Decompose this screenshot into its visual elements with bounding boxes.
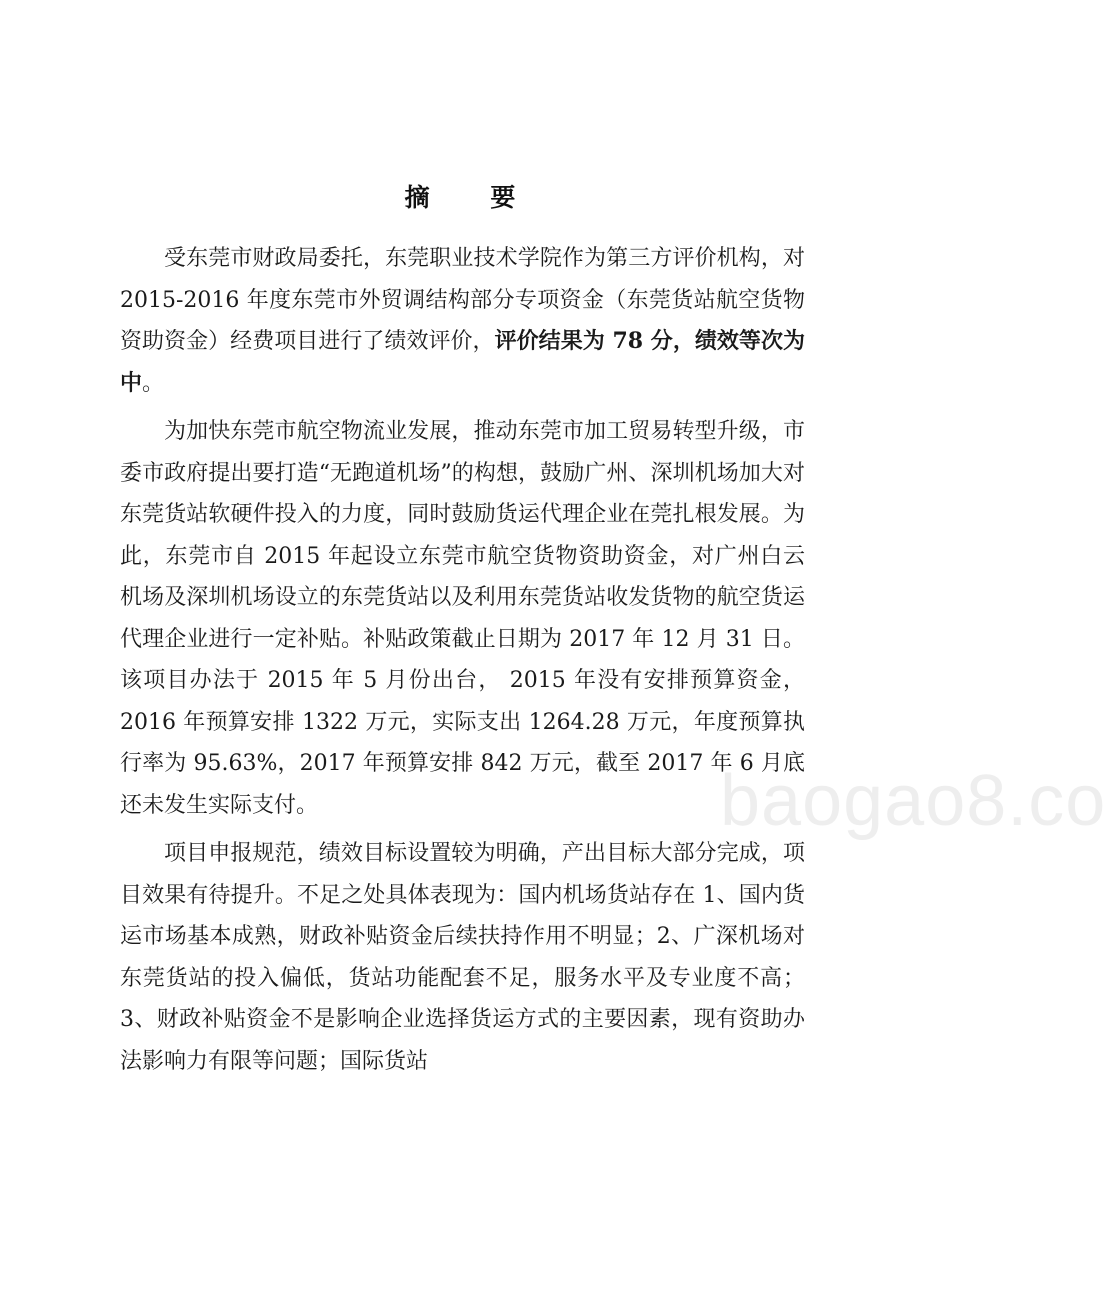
paragraph-1 (120, 238, 805, 404)
paragraph-1-text: 受东莞市财政局委托，东莞职业技术学院作为第三方评价机构，对 2015-2016 年度东莞市外贸调结构部分专项资金（东莞货站航空货物资助资金）经费项目进行了绩效评价， (120, 246, 805, 354)
paragraph-3: 项目申报规范，绩效目标设置较为明确，产出目标大部分完成，项目效果有待提升。不足之处具体表现为：国内机场货站存在 1、国内货运市场基本成熟，财政补贴资金后续扶持作用不明显；2、广深机场对东莞货站的投入偏低，货站功能配套不足，服务水平及专业度不高；3、财政补贴资金不是影响企业选择货运方式的主要因素，现有资助办法影响力有限等问题；国际货站 (120, 841, 805, 1074)
paragraph-2: 为加快东莞市航空物流业发展，推动东莞市加工贸易转型升级，市委市政府提出要打造“无跑道机场”的构想，鼓励广州、深圳机场加大对东莞货站软硬件投入的力度，同时鼓励货运代理企业在莞扎根发展。为此，东莞市自 2015 年起设立东莞市航空货物资助资金，对广州白云机场及深圳机场设立的东莞货站以及利用东莞货站收发货物的航空货运代理企业进行一定补贴。补贴政策截止日期为 2017 年 12 月 31 日。该项目办法于 2015 年 5 月份出台， 2015 年没有安排预算资金， 2016 年预算安排 1322 万元，实际支出 1264.28 万元，年度预算执行率为 95.63%，2017 年预算安排 842 万元，截至 2017 年 6 月底还未发生实际支付。 (120, 419, 805, 818)
paragraph-1-bold-result: 评价结果为 78 分，绩效等次为中 (120, 328, 805, 396)
document-body (120, 238, 805, 1089)
watermark: baogao8.co (720, 761, 1106, 841)
paragraph-1-tail: 。 (142, 370, 165, 396)
document-title: 摘 要 (404, 183, 542, 212)
